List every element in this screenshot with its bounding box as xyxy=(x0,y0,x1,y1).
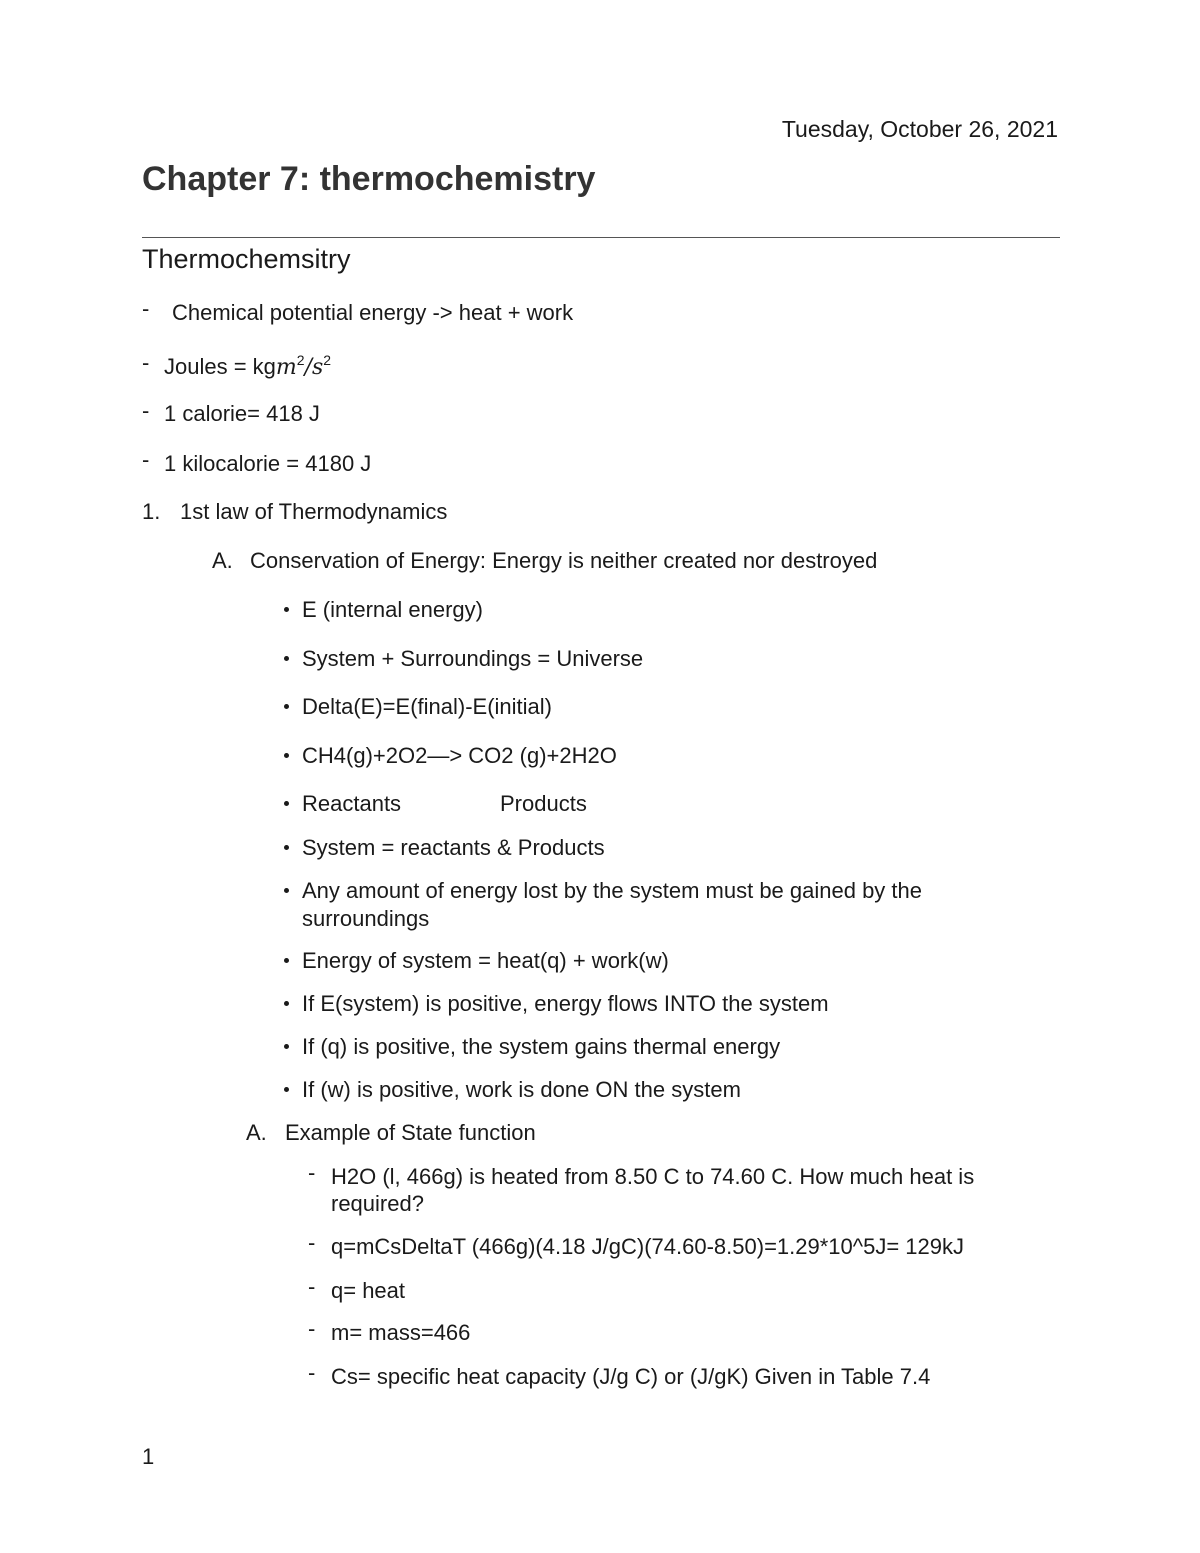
list-item: 1 calorie= 418 J xyxy=(164,401,320,426)
bullet-dot xyxy=(284,656,289,661)
list-dash-marker: - xyxy=(308,1274,316,1299)
bullet-item: Energy of system = heat(q) + work(w) xyxy=(302,948,669,973)
joules-label: Joules = kg xyxy=(164,354,276,379)
list-item: q= heat xyxy=(331,1278,406,1303)
list-dash-marker: - xyxy=(308,1360,316,1385)
bullet-dot xyxy=(284,1001,289,1006)
document-date: Tuesday, October 26, 2021 xyxy=(781,116,1058,142)
bullet-dot xyxy=(284,607,289,612)
bullet-item: Any amount of energy lost by the system must be gained by the xyxy=(302,878,923,903)
bullet-dot xyxy=(284,845,289,850)
sub-item-heading: Conservation of Energy: Energy is neither created nor destroyed xyxy=(250,548,878,573)
bullet-item: If (w) is positive, work is done ON the system xyxy=(302,1077,741,1102)
list-item: H2O (l, 466g) is heated from 8.50 C to 74.60 C. How much heat is xyxy=(331,1164,975,1189)
sub-marker: A. xyxy=(246,1120,267,1145)
list-item: m= mass=466 xyxy=(331,1320,471,1345)
bullet-item: Delta(E)=E(final)-E(initial) xyxy=(302,694,553,719)
bullet-dot xyxy=(284,888,289,893)
list-dash-marker: - xyxy=(308,1160,316,1185)
sub-marker: A. xyxy=(212,548,233,573)
list-dash-marker: - xyxy=(142,447,150,472)
bullet-dot xyxy=(284,753,289,758)
bullet-item: CH4(g)+2O2—> CO2 (g)+2H2O xyxy=(302,743,617,768)
bullet-dot xyxy=(284,1087,289,1092)
list-dash-marker: - xyxy=(142,350,150,375)
unit-exp: 2 xyxy=(323,352,332,368)
list-dash-marker: - xyxy=(308,1316,316,1341)
page-number: 1 xyxy=(142,1444,155,1469)
bullet-dot xyxy=(284,958,289,963)
bullet-item: If (q) is positive, the system gains thermal energy xyxy=(302,1034,781,1059)
list-item: Chemical potential energy -> heat + work xyxy=(172,300,574,325)
page-title: Chapter 7: thermochemistry xyxy=(142,160,596,198)
bullet-item: E (internal energy) xyxy=(302,597,483,622)
unit-exp: 2 xyxy=(296,352,305,368)
bullet-dot xyxy=(284,1044,289,1049)
list-item-wrap: required? xyxy=(331,1191,424,1216)
unit-m: m xyxy=(275,355,297,380)
section-heading: Thermochemsitry xyxy=(142,244,351,274)
list-item: Cs= specific heat capacity (J/g C) or (J/gK) Given in Table 7.4 xyxy=(331,1364,931,1389)
bullet-item: System = reactants & Products xyxy=(302,835,605,860)
bullet-item-products: Products xyxy=(500,791,587,816)
list-dash-marker: - xyxy=(142,296,150,321)
list-item: 1 kilocalorie = 4180 J xyxy=(164,451,372,476)
numbered-marker: 1. xyxy=(142,499,161,524)
bullet-item: Reactants xyxy=(302,791,402,816)
unit-s: s xyxy=(312,355,324,380)
unit-slash: / xyxy=(304,355,312,380)
bullet-dot xyxy=(284,801,289,806)
numbered-item: 1st law of Thermodynamics xyxy=(180,499,448,524)
sub-item-heading: Example of State function xyxy=(285,1120,536,1145)
list-item: q=mCsDeltaT (466g)(4.18 J/gC)(74.60-8.50)=1.29*10^5J= 129kJ xyxy=(331,1234,964,1259)
title-divider xyxy=(142,237,1060,238)
bullet-dot xyxy=(284,704,289,709)
list-item-joules xyxy=(164,352,331,380)
bullet-item: If E(system) is positive, energy flows INTO the system xyxy=(302,991,829,1016)
list-dash-marker: - xyxy=(308,1230,316,1255)
bullet-item-wrap: surroundings xyxy=(302,906,430,931)
list-dash-marker: - xyxy=(142,398,150,423)
bullet-item: System + Surroundings = Universe xyxy=(302,646,644,671)
